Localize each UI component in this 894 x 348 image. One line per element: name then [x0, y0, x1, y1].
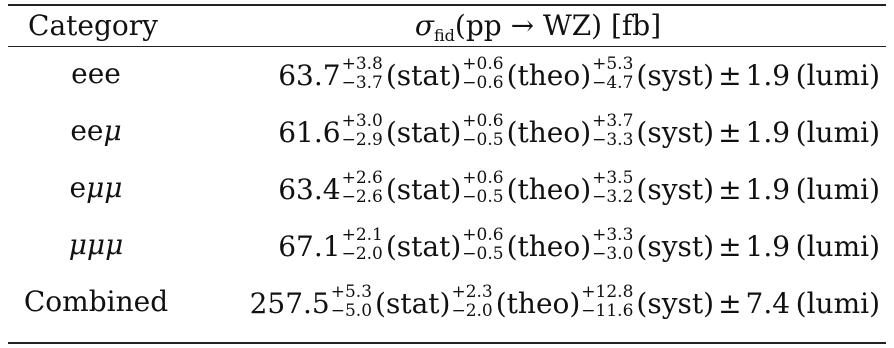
category-cell — [8, 274, 184, 330]
syst-uncertainty: +3.7 −3.3 — [592, 110, 634, 150]
category-cell — [8, 103, 184, 159]
stat-label: (stat) — [385, 172, 462, 206]
category-cell — [8, 46, 184, 102]
theo-label: (theo) — [506, 115, 592, 149]
cross-section-cell — [278, 160, 880, 216]
table-row — [8, 46, 886, 102]
table-row — [8, 103, 886, 159]
syst-label: (syst) — [636, 58, 715, 92]
central-value: 63.7 — [278, 58, 341, 92]
syst-label: (syst) — [636, 286, 715, 320]
syst-uncertainty: +12.8 −11.6 — [581, 281, 634, 321]
table-top-rule — [8, 4, 886, 6]
lumi-label: (lumi) — [795, 229, 880, 263]
cross-section-cell — [278, 46, 880, 102]
lumi-label: (lumi) — [795, 172, 880, 206]
stat-uncertainty: +3.8 −3.7 — [341, 53, 383, 93]
lumi-value: 1.9 — [745, 58, 791, 92]
theo-uncertainty: +0.6 −0.5 — [462, 224, 504, 264]
syst-label: (syst) — [636, 115, 715, 149]
syst-uncertainty: +3.3 −3.0 — [592, 224, 634, 264]
table-row — [8, 160, 886, 216]
syst-label: (syst) — [636, 172, 715, 206]
category-label: Combined — [23, 285, 169, 318]
category-label: eμμ — [69, 171, 123, 204]
process-label: (pp → WZ) [fb] — [454, 9, 662, 42]
cross-section-cell — [278, 103, 880, 159]
cross-section-cell — [250, 274, 880, 330]
syst-label: (syst) — [636, 229, 715, 263]
category-label: μμμ — [68, 228, 124, 261]
plus-minus-sign: ± — [718, 172, 742, 206]
table-row — [8, 217, 886, 273]
theo-label: (theo) — [495, 286, 581, 320]
theo-label: (theo) — [506, 58, 592, 92]
lumi-value: 1.9 — [745, 172, 791, 206]
stat-label: (stat) — [385, 229, 462, 263]
header-category: Category — [28, 9, 158, 42]
category-label: eeμ — [70, 114, 122, 147]
lumi-value: 1.9 — [745, 229, 791, 263]
plus-minus-sign: ± — [718, 229, 742, 263]
central-value: 61.6 — [278, 115, 341, 149]
stat-uncertainty: +2.1 −2.0 — [341, 224, 383, 264]
cross-section-cell — [278, 217, 880, 273]
central-value: 63.4 — [278, 172, 341, 206]
theo-label: (theo) — [506, 172, 592, 206]
table-bottom-rule — [8, 342, 886, 344]
plus-minus-sign: ± — [718, 115, 742, 149]
theo-uncertainty: +2.3 −2.0 — [451, 281, 493, 321]
syst-uncertainty: +5.3 −4.7 — [592, 53, 634, 93]
central-value: 67.1 — [278, 229, 341, 263]
table-row — [8, 274, 886, 330]
lumi-label: (lumi) — [795, 115, 880, 149]
central-value: 257.5 — [249, 286, 330, 320]
category-cell — [8, 160, 184, 216]
stat-uncertainty: +3.0 −2.9 — [341, 110, 383, 150]
theo-label: (theo) — [506, 229, 592, 263]
cross-section-table — [8, 0, 886, 345]
stat-uncertainty: +2.6 −2.6 — [341, 167, 383, 207]
category-cell — [8, 217, 184, 273]
lumi-label: (lumi) — [795, 58, 880, 92]
lumi-label: (lumi) — [795, 286, 880, 320]
stat-label: (stat) — [385, 58, 462, 92]
theo-uncertainty: +0.6 −0.5 — [462, 167, 504, 207]
header-cross-section — [258, 8, 818, 44]
sigma-subscript: fid — [433, 26, 455, 45]
plus-minus-sign: ± — [718, 286, 742, 320]
stat-label: (stat) — [375, 286, 451, 320]
syst-uncertainty: +3.5 −3.2 — [592, 167, 634, 207]
plus-minus-sign: ± — [718, 58, 742, 92]
stat-label: (stat) — [385, 115, 462, 149]
lumi-value: 7.4 — [745, 286, 791, 320]
lumi-value: 1.9 — [745, 115, 791, 149]
theo-uncertainty: +0.6 −0.6 — [462, 53, 504, 93]
theo-uncertainty: +0.6 −0.5 — [462, 110, 504, 150]
sigma-symbol: σ — [414, 9, 434, 42]
stat-uncertainty: +5.3 −5.0 — [330, 281, 373, 321]
category-label: eee — [71, 57, 121, 90]
